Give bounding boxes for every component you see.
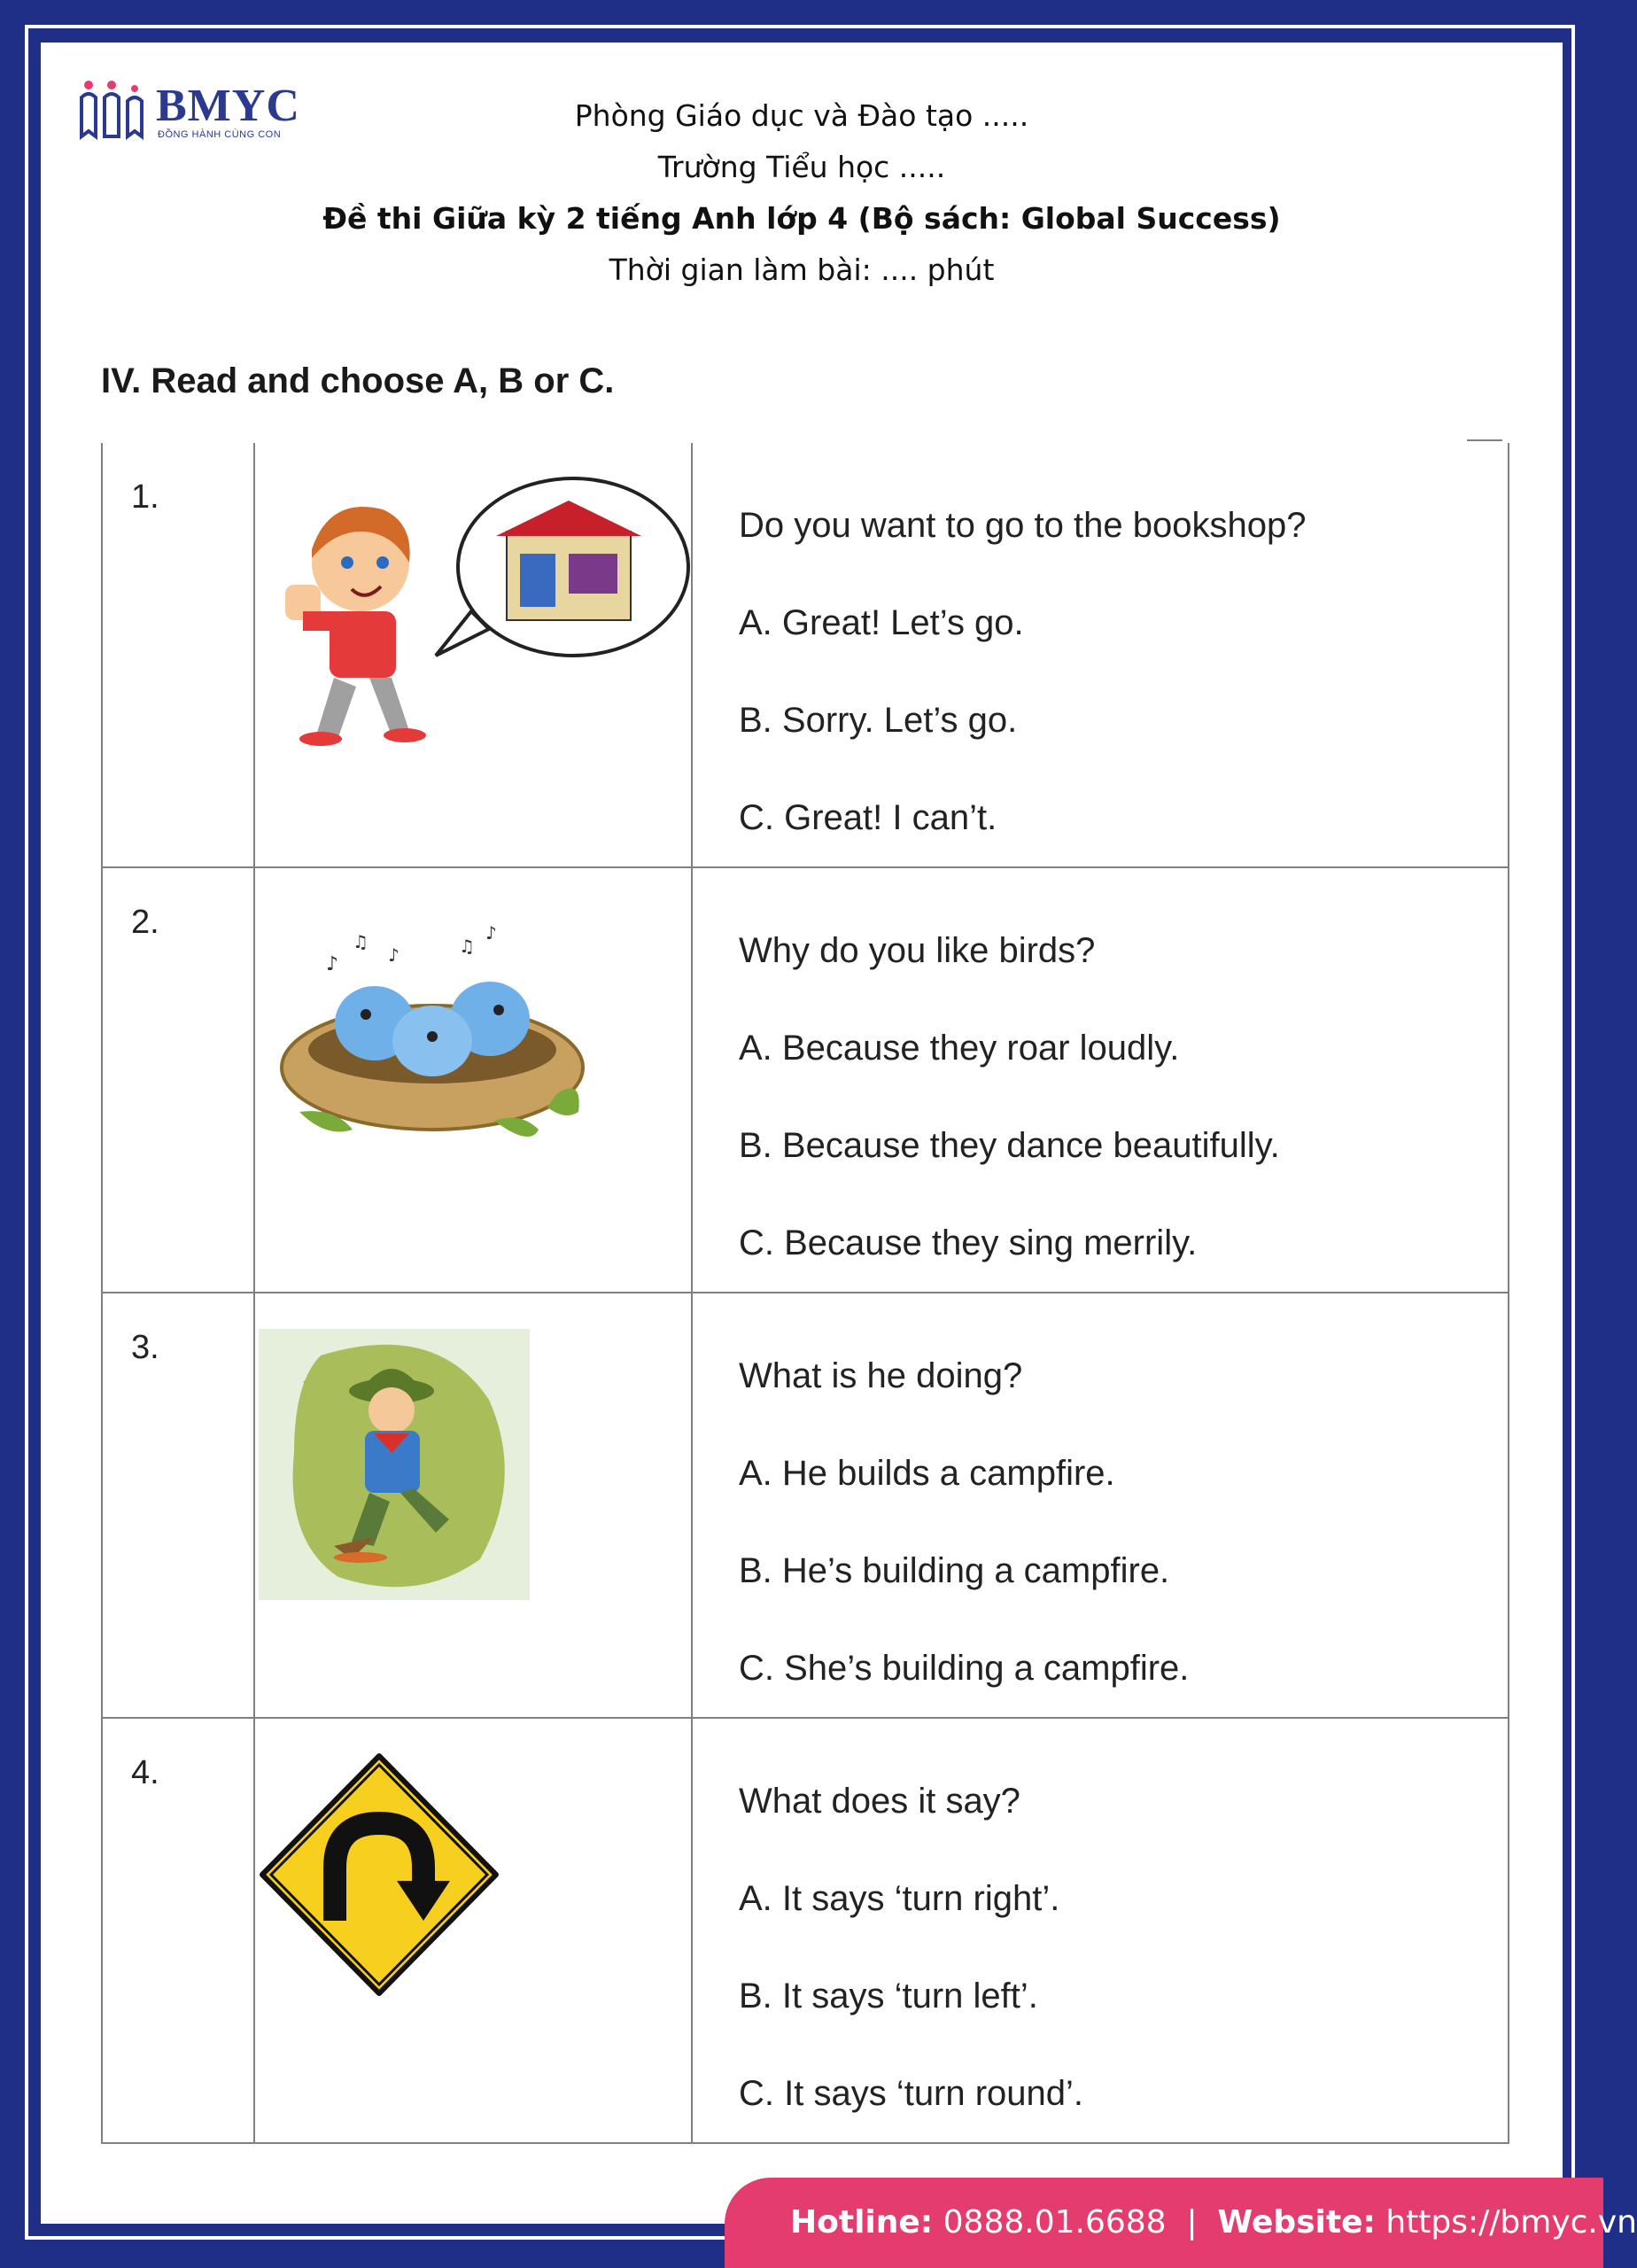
question-image-cell xyxy=(254,1718,692,2143)
question-text: What does it say? xyxy=(739,1782,1020,1821)
option-c[interactable]: C. She’s building a campfire. xyxy=(739,1649,1190,1688)
question-number: 3. xyxy=(131,1329,159,1366)
question-image-cell xyxy=(254,867,692,1293)
boy-building-campfire-icon xyxy=(259,1329,530,1600)
question-text: What is he doing? xyxy=(739,1356,1023,1395)
question-block xyxy=(739,902,1508,1292)
website-link[interactable]: https://bmyc.vn xyxy=(1385,2204,1637,2241)
option-b[interactable]: B. Sorry. Let’s go. xyxy=(739,701,1018,740)
contact-footer xyxy=(725,2178,1637,2268)
table-row xyxy=(102,1293,1509,1718)
exam-header xyxy=(41,90,1563,296)
section-title: IV. Read and choose A, B or C. xyxy=(101,361,615,400)
birds-singing-nest-icon xyxy=(273,908,592,1174)
table-corner-line xyxy=(1467,439,1502,441)
question-text: Do you want to go to the bookshop? xyxy=(739,506,1307,545)
question-block xyxy=(739,1327,1508,1717)
header-exam-title: Đề thi Giữa kỳ 2 tiếng Anh lớp 4 (Bộ sách: Global Success) xyxy=(322,201,1281,236)
question-number: 1. xyxy=(131,478,159,516)
question-text: Why do you like birds? xyxy=(739,931,1096,970)
brand-name: BMYC xyxy=(156,81,300,131)
header-duration: Thời gian làm bài: .... phút xyxy=(609,252,995,287)
question-number: 4. xyxy=(131,1754,159,1791)
svg-text:♪: ♪ xyxy=(485,922,497,944)
header-school: Trường Tiểu học ..... xyxy=(657,150,946,184)
question-image-cell xyxy=(254,443,692,867)
footer-separator: | xyxy=(1186,2204,1198,2241)
document-page xyxy=(41,43,1563,2224)
question-number: 2. xyxy=(131,904,159,941)
question-image-cell xyxy=(254,1293,692,1718)
table-row xyxy=(102,867,1509,1293)
option-a[interactable]: A. Because they roar loudly. xyxy=(739,1029,1180,1068)
question-block xyxy=(739,1752,1508,2142)
svg-text:♪: ♪ xyxy=(388,944,400,966)
header-department: Phòng Giáo dục và Đào tạo ..... xyxy=(574,98,1029,133)
option-c[interactable]: C. Great! I can’t. xyxy=(739,798,997,837)
table-row xyxy=(102,443,1509,867)
hotline-number[interactable]: 0888.01.6688 xyxy=(943,2204,1167,2241)
table-row xyxy=(102,1718,1509,2143)
option-b[interactable]: B. He’s building a campfire. xyxy=(739,1551,1170,1590)
option-a[interactable]: A. He builds a campfire. xyxy=(739,1454,1115,1493)
svg-text:♫: ♫ xyxy=(353,931,369,952)
brand-tagline: ĐỒNG HÀNH CÙNG CON xyxy=(158,129,282,140)
website-label: Website: xyxy=(1217,2204,1376,2241)
question-block xyxy=(739,477,1508,866)
option-a[interactable]: A. It says ‘turn right’. xyxy=(739,1879,1060,1918)
svg-text:♪: ♪ xyxy=(326,953,339,975)
svg-text:♫: ♫ xyxy=(459,936,475,957)
option-c[interactable]: C. It says ‘turn round’. xyxy=(739,2074,1084,2113)
hotline-label: Hotline: xyxy=(790,2204,934,2241)
u-turn-sign-icon xyxy=(259,1752,500,1997)
option-c[interactable]: C. Because they sing merrily. xyxy=(739,1223,1198,1262)
question-table xyxy=(101,443,1509,2144)
option-b[interactable]: B. It says ‘turn left’. xyxy=(739,1977,1038,2016)
boy-thumbs-up-bookshop-icon xyxy=(268,478,684,744)
option-a[interactable]: A. Great! Let’s go. xyxy=(739,603,1024,642)
option-b[interactable]: B. Because they dance beautifully. xyxy=(739,1126,1280,1165)
